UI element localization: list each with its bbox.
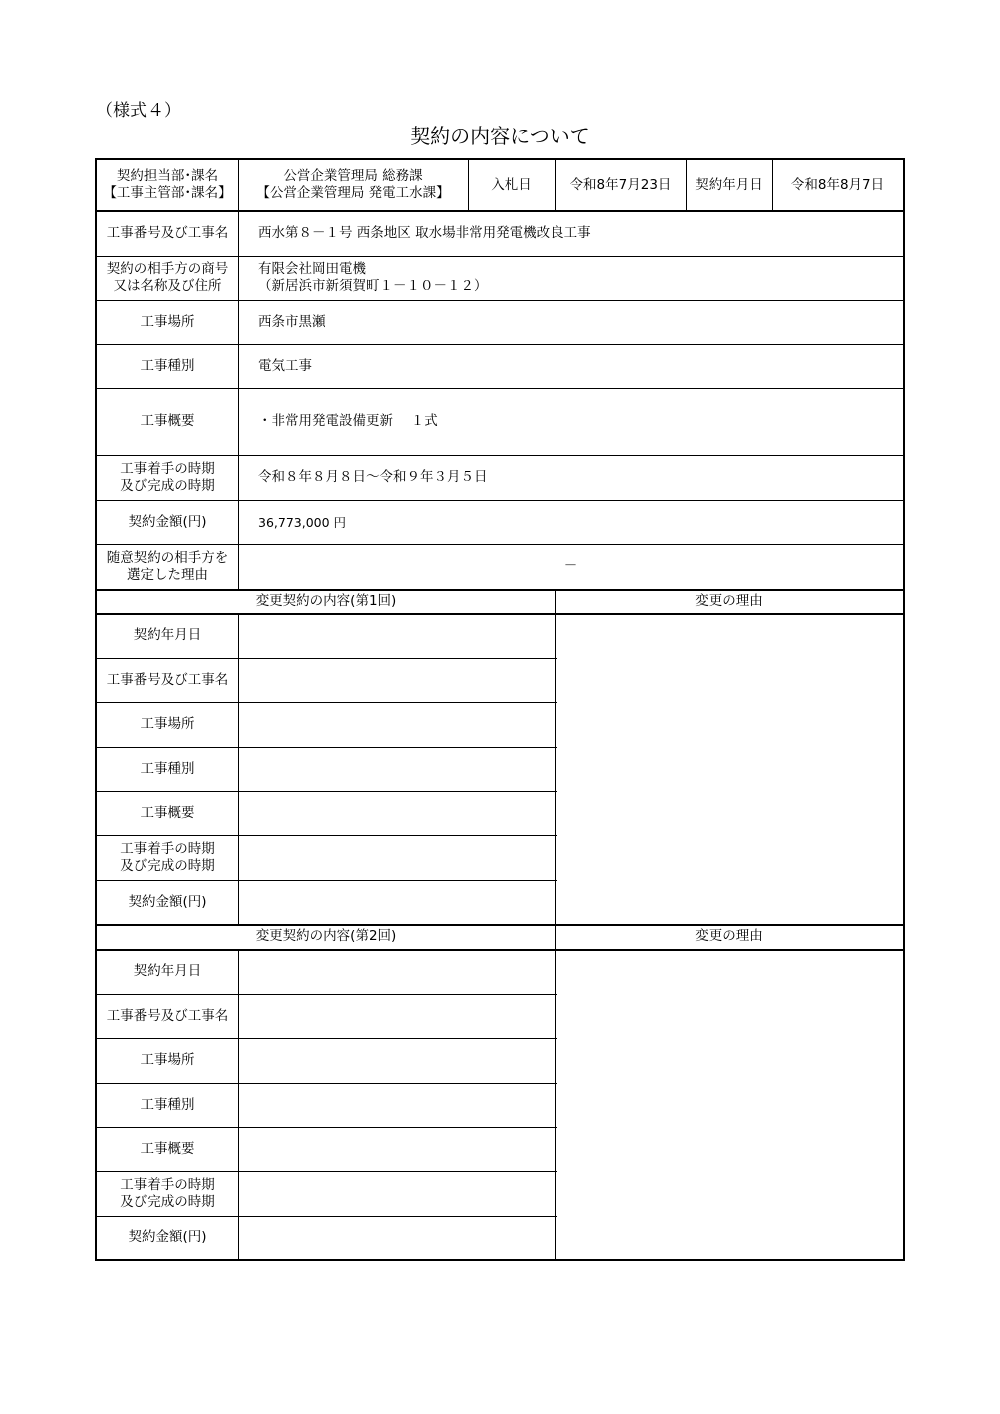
change-2-work-name-label: 工事番号及び工事名	[106, 1007, 229, 1024]
contract-date-value: 令和8年8月7日	[790, 176, 885, 193]
contractor-value	[238, 256, 903, 300]
contractor-name: 有限会社岡田電機	[258, 261, 366, 277]
contract-amount-value: 36,773,000 円	[258, 514, 347, 530]
change-2-work-period-label	[97, 1171, 238, 1216]
bid-date-label: 入札日	[491, 176, 532, 193]
work-period-label-line1: 工事着手の時期	[120, 460, 215, 477]
change-2-header: 変更契約の内容(第2回)	[255, 928, 397, 944]
form-number-label: （様式４）	[96, 101, 181, 121]
change-2-work-type-label: 工事種別	[140, 1096, 195, 1113]
change-2-reason-header: 変更の理由	[695, 928, 763, 944]
change-2-work-summary-label: 工事概要	[140, 1140, 195, 1157]
change-1-work-type-label: 工事種別	[140, 760, 195, 777]
work-type-label: 工事種別	[140, 357, 195, 374]
work-period-label	[97, 455, 238, 500]
page-title: 契約の内容について	[410, 124, 590, 148]
change-1-work-summary-label: 工事概要	[140, 804, 195, 821]
contract-table	[95, 158, 905, 1261]
contractor-label	[97, 256, 238, 300]
work-period-value: 令和８年８月８日～令和９年３月５日	[258, 469, 488, 485]
work-period-label-line2: 及び完成の時期	[120, 477, 215, 494]
discretionary-reason-value: －	[563, 558, 578, 574]
dept-label-cell	[97, 160, 238, 210]
change-1-work-period-line2: 及び完成の時期	[120, 857, 215, 874]
change-1-contract-date-label: 契約年月日	[133, 627, 202, 643]
change-1-work-location-label: 工事場所	[140, 716, 195, 732]
contractor-label-line2: 又は名称及び住所	[113, 278, 222, 294]
dept-value-line2: 【公営企業管理局 発電工水課】	[256, 185, 450, 201]
change-2-work-period-line1: 工事着手の時期	[120, 1176, 215, 1193]
work-summary-value: ・非常用発電設備更新 １式	[258, 413, 438, 429]
work-name-value: 西水第８－１号 西条地区 取水場非常用発電機改良工事	[258, 224, 591, 241]
contractor-address: （新居浜市新須賀町１－１０－１２）	[258, 278, 488, 294]
change-1-header: 変更契約の内容(第1回)	[255, 592, 397, 609]
dept-value-cell	[238, 160, 468, 210]
work-location-label: 工事場所	[140, 313, 195, 330]
change-1-work-period-line1: 工事着手の時期	[120, 840, 215, 857]
work-type-value: 電気工事	[258, 357, 312, 374]
dept-value-line1: 公営企業管理局 総務課	[283, 168, 423, 184]
change-1-work-name-label: 工事番号及び工事名	[106, 671, 229, 688]
dept-label-line2: 【工事主管部･課名】	[103, 185, 232, 201]
discretionary-reason-label-line1: 随意契約の相手方を	[106, 549, 229, 566]
bid-date-value: 令和8年7月23日	[569, 176, 672, 193]
change-2-contract-date-label: 契約年月日	[133, 963, 202, 979]
change-2-work-location-label: 工事場所	[140, 1052, 195, 1068]
discretionary-reason-label-line2: 選定した理由	[127, 566, 208, 583]
change-1-reason-header: 変更の理由	[695, 592, 763, 609]
change-1-work-period-label	[97, 835, 238, 880]
work-location-value: 西条市黒瀬	[258, 313, 326, 330]
contract-date-label: 契約年月日	[695, 176, 763, 193]
change-1-amount-label: 契約金額(円)	[128, 893, 207, 910]
work-name-label: 工事番号及び工事名	[106, 224, 229, 241]
work-summary-label: 工事概要	[140, 413, 195, 429]
contractor-label-line1: 契約の相手方の商号	[106, 261, 229, 277]
discretionary-reason-label	[97, 544, 238, 589]
contract-amount-label: 契約金額(円)	[128, 513, 207, 530]
change-2-work-period-line2: 及び完成の時期	[120, 1193, 215, 1210]
change-2-amount-label: 契約金額(円)	[128, 1229, 207, 1245]
dept-label-line1: 契約担当部･課名	[116, 168, 219, 184]
